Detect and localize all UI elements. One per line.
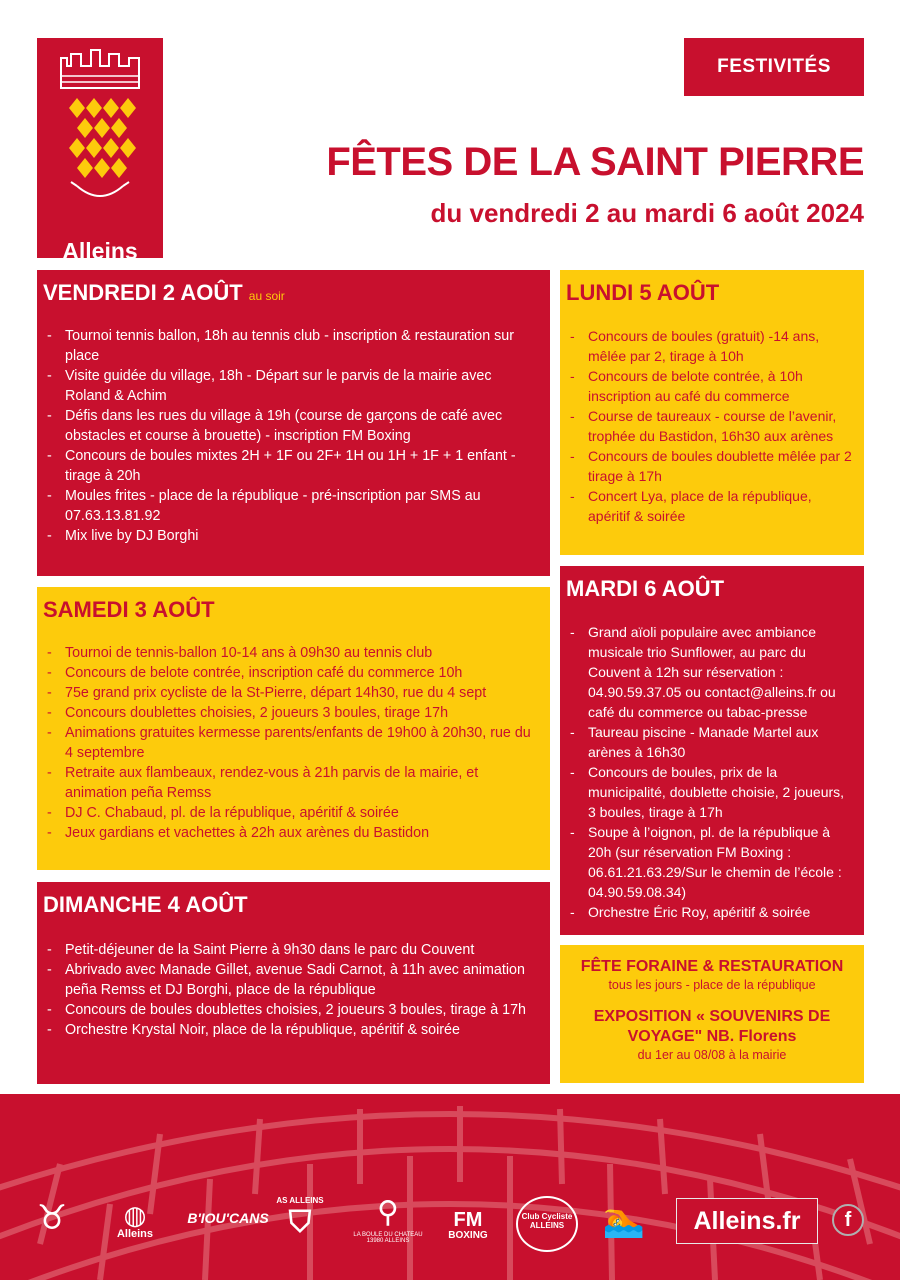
logo-name: Alleins bbox=[62, 238, 138, 264]
sponsor-label: Alleins bbox=[116, 1228, 154, 1240]
event-list bbox=[45, 643, 538, 843]
event-list bbox=[45, 940, 538, 1040]
page-title: FÊTES DE LA SAINT PIERRE bbox=[326, 140, 864, 184]
day-title: SAMEDI 3 AOÛT bbox=[43, 597, 215, 622]
event-item: - Concours de boules (gratuit) -14 ans, mêlée par 2, tirage à 10h bbox=[568, 326, 852, 366]
extra-info-box bbox=[560, 945, 864, 1083]
sponsor-logos bbox=[28, 1192, 668, 1254]
sponsor-alleins-tennis: ◍ Alleins bbox=[116, 1200, 154, 1240]
event-item: - Concours doublettes choisies, 2 joueurs 3 boules, tirage 17h bbox=[45, 703, 538, 723]
event-list bbox=[45, 326, 538, 546]
event-item: - Concours de belote contrée, inscription café du commerce 10h bbox=[45, 663, 538, 683]
sponsor-label: BOXING bbox=[448, 1230, 488, 1241]
sponsor-fm-boxing: FM BOXING bbox=[448, 1209, 488, 1241]
bull-head-icon: ♉ bbox=[36, 1199, 68, 1237]
event-item: - Animations gratuites kermesse parents/enfants de 19h00 à 20h30, rue du 4 septembre bbox=[45, 723, 538, 763]
fair-subtitle: tous les jours - place de la république bbox=[608, 978, 816, 992]
day-note: au soir bbox=[248, 289, 285, 303]
day-title bbox=[43, 280, 538, 306]
event-list bbox=[568, 622, 852, 922]
event-item: - DJ C. Chabaud, pl. de la république, apéritif & soirée bbox=[45, 803, 538, 823]
sponsor-label: LA BOULE DU CHATEAU 13980 ALLEINS bbox=[353, 1232, 423, 1244]
facebook-icon[interactable]: f bbox=[832, 1204, 864, 1236]
event-item: - Visite guidée du village, 18h - Départ sur le parvis de la mairie avec Roland & Achim bbox=[45, 366, 538, 406]
event-item: - 75e grand prix cycliste de la St-Pierre, départ 14h30, rue du 4 sept bbox=[45, 683, 538, 703]
event-item: - Soupe à l’oignon, pl. de la république à 20h (sur réservation FM Boxing : 06.61.21.63.29/Sur le chemin de l’école : 04.90.59.08.34) bbox=[568, 822, 852, 902]
day-title-text: VENDREDI 2 AOÛT bbox=[43, 280, 243, 305]
event-item: - Petit-déjeuner de la Saint Pierre à 9h30 dans le parc du Couvent bbox=[45, 940, 538, 960]
event-item: - Concert Lya, place de la république, apéritif & soirée bbox=[568, 486, 852, 526]
footer-banner bbox=[0, 1094, 900, 1280]
event-item: - Orchestre Krystal Noir, place de la république, apéritif & soirée bbox=[45, 1020, 538, 1040]
day-title: DIMANCHE 4 AOÛT bbox=[43, 892, 248, 917]
event-item: - Moules frites - place de la république - pré-inscription par SMS au 07.63.13.81.92 bbox=[45, 486, 538, 526]
event-item: - Concours de belote contrée, à 10h inscription au café du commerce bbox=[568, 366, 852, 406]
event-item: - Concours de boules doublettes choisies, 2 joueurs 3 boules, tirage à 17h bbox=[45, 1000, 538, 1020]
website-link[interactable]: Alleins.fr bbox=[676, 1198, 818, 1244]
sponsor-as-alleins: AS ALLEINS ⛉ bbox=[276, 1196, 324, 1239]
day-card-samedi bbox=[37, 587, 550, 870]
day-card-mardi bbox=[560, 566, 864, 935]
day-card-lundi bbox=[560, 270, 864, 555]
day-title: LUNDI 5 AOÛT bbox=[566, 280, 720, 305]
fair-title: FÊTE FORAINE & RESTAURATION bbox=[580, 958, 844, 975]
event-item: - Grand aïoli populaire avec ambiance musicale trio Sunflower, au parc du Couvent à 12h sur réservation : 04.90.59.37.05 ou contact@alleins.fr ou café du commerce ou tabac-presse bbox=[568, 622, 852, 722]
day-card-dimanche bbox=[37, 882, 550, 1084]
event-list bbox=[568, 326, 852, 526]
event-item: - Abrivado avec Manade Gillet, avenue Sadi Carnot, à 11h avec animation peña Remss et DJ Borghi, place de la république bbox=[45, 960, 538, 1000]
expo-subtitle: du 1er au 08/08 à la mairie bbox=[637, 1048, 787, 1062]
page-subtitle: du vendredi 2 au mardi 6 août 2024 bbox=[430, 198, 864, 228]
event-item: - Retraite aux flambeaux, rendez-vous à 21h parvis de la mairie, et animation peña Remss bbox=[45, 763, 538, 803]
event-item: - Orchestre Éric Roy, apéritif & soirée bbox=[568, 902, 852, 922]
event-item: - Concours de boules, prix de la municipalité, doublette choisie, 2 joueurs, 3 boules, tirage à 17h bbox=[568, 762, 852, 822]
event-item: - Concours de boules doublette mêlée par 2 tirage à 17h bbox=[568, 446, 852, 486]
day-card-vendredi bbox=[37, 270, 550, 576]
event-item: - Mix live by DJ Borghi bbox=[45, 526, 538, 546]
festivites-tag: FESTIVITÉS bbox=[684, 38, 864, 96]
expo-title-line1: EXPOSITION « SOUVENIRS DE bbox=[593, 1008, 831, 1025]
event-item: - Jeux gardians et vachettes à 22h aux arènes du Bastidon bbox=[45, 823, 538, 843]
expo-title-line2: VOYAGE" NB. Florens bbox=[627, 1028, 797, 1045]
alleins-logo bbox=[37, 38, 163, 264]
swimmer-icon: 🏊 bbox=[602, 1201, 646, 1239]
event-item: - Concours de boules mixtes 2H + 1F ou 2F+ 1H ou 1H + 1F + 1 enfant - tirage à 20h bbox=[45, 446, 538, 486]
event-item: - Tournoi tennis ballon, 18h au tennis club - inscription & restauration sur place bbox=[45, 326, 538, 366]
event-item: - Défis dans les rues du village à 19h (course de garçons de café avec obstacles et course à brouette) - inscription FM Boxing bbox=[45, 406, 538, 446]
event-item: - Tournoi de tennis-ballon 10-14 ans à 09h30 au tennis club bbox=[45, 643, 538, 663]
sponsor-club-cycliste: Club Cycliste ALLEINS bbox=[516, 1196, 578, 1252]
sponsor-label: AS ALLEINS bbox=[276, 1196, 324, 1205]
day-title: MARDI 6 AOÛT bbox=[566, 576, 725, 601]
sponsor-biou-cans: B'IOU'CANS bbox=[187, 1210, 269, 1226]
coat-of-arms-icon bbox=[37, 38, 163, 238]
event-item: - Course de taureaux - course de l’avenir, trophée du Bastidon, 16h30 aux arènes bbox=[568, 406, 852, 446]
sponsor-boule-chateau: ⚲ LA BOULE DU CHATEAU 13980 ALLEINS bbox=[353, 1196, 423, 1244]
event-item: - Taureau piscine - Manade Martel aux arènes à 16h30 bbox=[568, 722, 852, 762]
